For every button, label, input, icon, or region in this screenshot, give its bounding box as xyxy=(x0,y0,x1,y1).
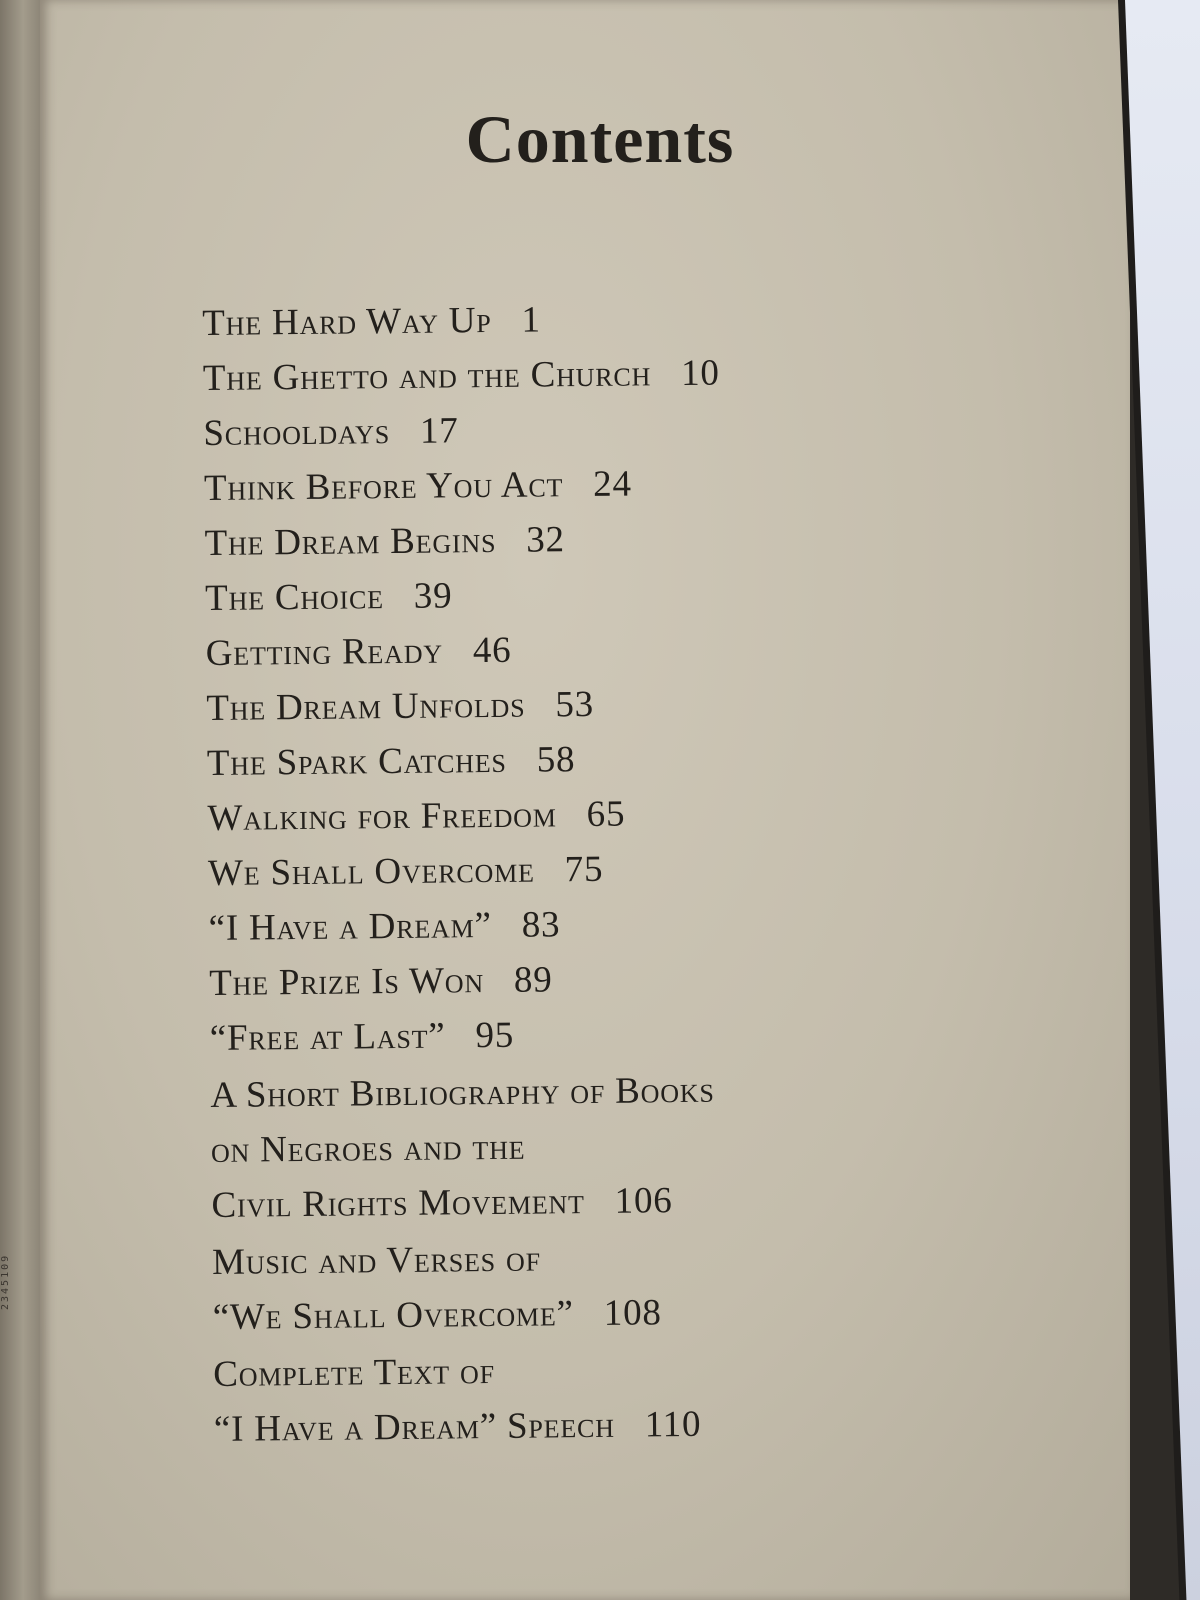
toc-entry-page-number: 53 xyxy=(555,683,595,726)
toc-entry-title-line: “We Shall Overcome” 108 xyxy=(212,1292,662,1338)
toc-entry-page-number: 24 xyxy=(592,463,632,505)
toc-entry-page-number: 65 xyxy=(586,793,626,835)
toc-entry-title-line: Complete Text of xyxy=(213,1350,496,1395)
backdrop xyxy=(1125,0,1200,1600)
toc-entry xyxy=(203,343,984,406)
toc-entry-page-number: 106 xyxy=(614,1180,673,1222)
toc-entry xyxy=(205,618,986,681)
toc-entry xyxy=(207,728,988,791)
toc-entry-page-number: 10 xyxy=(680,352,720,394)
toc-entry-title-line: Getting Ready 46 xyxy=(205,629,512,674)
toc-entry-page-number: 95 xyxy=(475,1014,515,1057)
toc-entry-title-line: The Prize Is Won 89 xyxy=(208,959,553,1004)
toc-entry xyxy=(204,508,985,571)
toc-entry-title-line: on Negroes and the xyxy=(210,1126,526,1171)
toc-entry-page-number: 39 xyxy=(413,575,453,617)
toc-entry-title-line: The Ghetto and the Church 10 xyxy=(202,352,720,399)
toc-entry-title-line: A Short Bibliography of Books xyxy=(210,1069,715,1116)
toc-entry-title-line: “I Have a Dream” 83 xyxy=(208,904,561,949)
toc-entry-title-line: The Hard Way Up 1 xyxy=(202,299,542,344)
toc-entry xyxy=(203,398,984,461)
toc-entry-title-line: “I Have a Dream” Speech 110 xyxy=(213,1403,702,1450)
toc-entry-page-number: 58 xyxy=(536,739,576,781)
toc-entry-page-number: 17 xyxy=(419,410,459,452)
toc-entry-title-line: The Choice 39 xyxy=(204,575,453,619)
toc-entry-page-number: 75 xyxy=(564,848,604,891)
toc-entry xyxy=(209,1003,990,1066)
toc-entry-page-number: 32 xyxy=(526,519,566,561)
page-title: Contents xyxy=(465,101,735,177)
toc-entry-title-line: The Dream Unfolds 53 xyxy=(206,683,595,729)
toc-entry xyxy=(206,673,987,736)
toc-entry-page-number: 83 xyxy=(521,904,561,946)
toc-entry xyxy=(207,783,988,846)
toc-entry-page-number: 110 xyxy=(644,1403,702,1446)
toc-entry-title-line: We Shall Overcome 75 xyxy=(207,848,604,894)
toc-entry-title-line: Think Before You Act 24 xyxy=(203,463,632,509)
toc-entry-title-line: Music and Verses of xyxy=(211,1238,542,1283)
toc-entry-title-line: Schooldays 17 xyxy=(203,410,459,454)
toc-entry-page-number: 1 xyxy=(521,299,542,341)
toc-entry-title-line: Walking for Freedom 65 xyxy=(207,793,626,839)
toc-entry xyxy=(208,893,989,956)
toc-entry xyxy=(210,1060,992,1233)
toc-entry xyxy=(209,948,990,1011)
toc-entry-title-line: The Dream Begins 32 xyxy=(204,519,566,564)
gutter-print-code: 2345109 xyxy=(0,1253,11,1310)
toc-entry xyxy=(204,453,985,516)
toc-entry xyxy=(212,1227,993,1345)
toc-entry-title-line: The Spark Catches 58 xyxy=(206,739,576,784)
toc-entry xyxy=(213,1339,994,1457)
toc-entry xyxy=(208,838,989,901)
toc-entry xyxy=(205,563,986,626)
toc-entry xyxy=(202,288,983,351)
toc-entry-page-number: 46 xyxy=(472,629,512,672)
toc-entry-title-line: Civil Rights Movement 106 xyxy=(211,1180,673,1226)
book-gutter xyxy=(0,0,42,1600)
toc-entry-page-number: 108 xyxy=(603,1292,662,1334)
toc-entry-title-line: “Free at Last” 95 xyxy=(209,1014,515,1059)
toc-entry-page-number: 89 xyxy=(513,959,553,1001)
table-of-contents xyxy=(202,288,994,1459)
